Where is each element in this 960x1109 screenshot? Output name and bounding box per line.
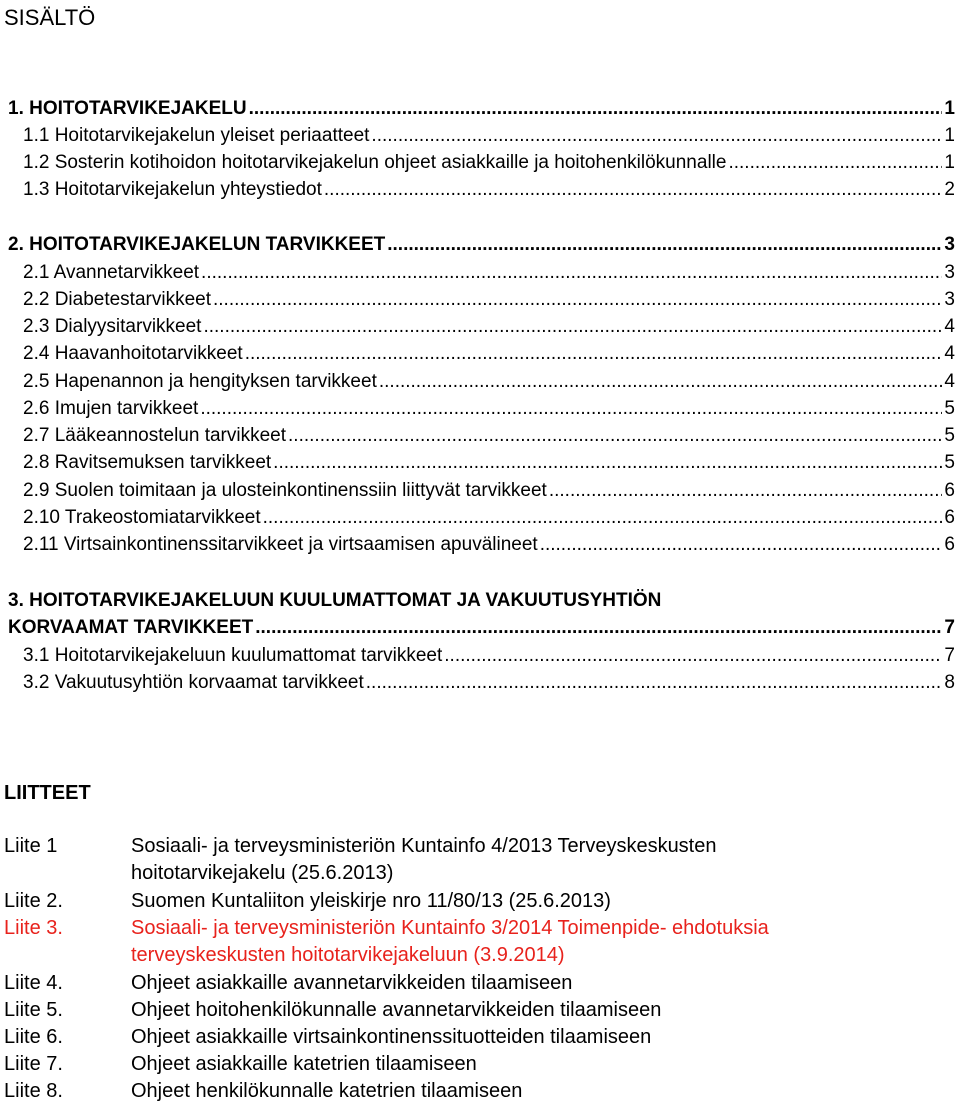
toc-entry-title: 2. HOITOTARVIKEJAKELUN TARVIKKEET [8,234,386,255]
toc-entry-page: 5 [944,425,955,446]
toc-entry-title: 2.11 Virtsainkontinenssitarvikkeet ja virtsaamisen apuvälineet [23,534,538,555]
toc-entry-title: 2.3 Dialyysitarvikkeet [23,316,202,337]
toc-entry-title: KORVAAMAT TARVIKKEET [8,617,254,638]
toc-entry[interactable] [8,395,955,422]
toc-leader [201,259,942,286]
toc-entry-page: 3 [944,234,955,255]
toc-entry[interactable] [8,313,955,340]
appendix-line: Ohjeet hoitohenkilökunnalle avannetarvikkeiden tilaamiseen [131,999,662,1021]
toc-entry-title: 3.1 Hoitotarvikejakeluun kuulumattomat tarvikkeet [23,645,443,666]
toc-entry-page: 4 [944,343,955,364]
toc-entry[interactable] [8,95,955,122]
toc-leader [200,395,942,422]
toc-entry-title: 2.8 Ravitsemuksen tarvikkeet [23,452,272,473]
appendices-title: LIITTEET [4,782,91,804]
toc-entry[interactable] [8,531,955,558]
appendix-item[interactable] [4,1078,954,1105]
toc-leader [371,122,942,149]
appendix-label: Liite 6. [4,1026,63,1048]
toc-entry-page: 4 [944,316,955,337]
appendix-label: Liite 4. [4,972,63,994]
toc-entry-page: 8 [944,672,955,693]
appendix-item[interactable] [4,833,954,887]
toc-entry-page: 1 [944,98,955,119]
toc-entry[interactable] [8,286,955,313]
toc-leader [249,95,943,122]
appendix-line: Sosiaali- ja terveysministeriön Kuntainfo 4/2013 Terveyskeskusten [131,835,717,857]
toc-entry[interactable] [8,176,955,203]
toc-entry-page: 5 [944,452,955,473]
toc-entry[interactable] [8,259,955,286]
toc-leader [387,231,942,258]
toc-leader [444,642,942,669]
toc-entry[interactable] [8,587,955,614]
toc-entry-title: 2.6 Imujen tarvikkeet [23,398,199,419]
toc-entry-page: 2 [944,179,955,200]
toc-entry[interactable] [8,449,955,476]
toc-entry[interactable] [8,149,955,176]
appendix-description [131,997,954,1024]
appendix-description [131,1078,954,1105]
appendix-label: Liite 5. [4,999,63,1021]
appendix-item[interactable] [4,970,954,997]
toc-entry-title: 2.4 Haavanhoitotarvikkeet [23,343,243,364]
toc-entry[interactable] [8,340,955,367]
appendix-label: Liite 3. [4,917,63,939]
appendix-line: Ohjeet asiakkaille avannetarvikkeiden tilaamiseen [131,972,573,994]
toc-entry-title: 3. HOITOTARVIKEJAKELUUN KUULUMATTOMAT JA VAKUUTUSYHTIÖN [8,590,662,611]
toc-entry-title: 1.1 Hoitotarvikejakelun yleiset periaatteet [23,125,370,146]
toc-entry-page: 3 [944,289,955,310]
toc-entry-title: 2.10 Trakeostomiatarvikkeet [23,507,261,528]
toc-entry-page: 1 [944,125,955,146]
appendix-item[interactable] [4,888,954,915]
toc-entry-title: 3.2 Vakuutusyhtiön korvaamat tarvikkeet [23,672,364,693]
toc-entry[interactable] [8,669,955,696]
toc-leader [288,422,942,449]
toc-entry-title: 2.9 Suolen toimitaan ja ulosteinkontinenssiin liittyvät tarvikkeet [23,480,547,501]
appendix-description [131,970,954,997]
toc-entry-page: 7 [944,617,955,638]
toc-leader [245,340,943,367]
appendix-label: Liite 1 [4,835,58,857]
toc-entry-page: 4 [944,371,955,392]
toc-entry-page: 3 [944,262,955,283]
appendix-description [131,915,954,969]
appendix-item-highlighted[interactable] [4,915,954,969]
toc-entry[interactable] [8,368,955,395]
toc-entry-title: 2.5 Hapenannon ja hengityksen tarvikkeet [23,371,377,392]
appendix-line: Ohjeet asiakkaille katetrien tilaamiseen [131,1053,477,1075]
appendix-description [131,833,954,887]
toc-entry-title: 1.2 Sosterin kotihoidon hoitotarvikejakelun ohjeet asiakkaille ja hoitohenkilökunnalle [23,152,727,173]
appendix-label: Liite 7. [4,1053,63,1075]
toc-leader [366,669,943,696]
toc-entry[interactable] [8,422,955,449]
toc-entry[interactable] [8,231,955,258]
toc-entry-title: 2.2 Diabetestarvikkeet [23,289,211,310]
appendix-description [131,888,954,915]
toc-leader [324,176,943,203]
appendix-item[interactable] [4,1051,954,1078]
appendix-description [131,1024,954,1051]
toc-leader [540,531,943,558]
toc-entry-page: 1 [944,152,955,173]
appendix-line: hoitotarvikejakelu (25.6.2013) [131,862,394,884]
toc-leader [213,286,942,313]
toc-entry-page: 6 [944,534,955,555]
toc-leader [203,313,942,340]
toc-entry[interactable] [8,642,955,669]
appendix-label: Liite 2. [4,890,63,912]
appendix-line: terveyskeskusten hoitotarvikejakeluun (3.9.2014) [131,944,565,966]
toc-entry-title: 2.1 Avannetarvikkeet [23,262,200,283]
toc-entry[interactable] [8,504,955,531]
page-title: SISÄLTÖ [4,5,96,30]
toc-leader [379,368,943,395]
toc-entry-page: 5 [944,398,955,419]
appendix-item[interactable] [4,997,954,1024]
toc-leader [263,504,943,531]
toc-entry-page: 6 [944,480,955,501]
appendix-label: Liite 8. [4,1080,63,1102]
toc-leader [273,449,942,476]
toc-leader [549,477,943,504]
toc-entry-continuation[interactable] [8,614,955,641]
toc-entry-title: 2.7 Lääkeannostelun tarvikkeet [23,425,287,446]
toc-entry-title: 1. HOITOTARVIKEJAKELU [8,98,247,119]
appendix-line: Suomen Kuntaliiton yleiskirje nro 11/80/13 (25.6.2013) [131,890,611,912]
appendix-line: Sosiaali- ja terveysministeriön Kuntainfo 3/2014 Toimenpide- ehdotuksia [131,917,769,939]
toc-entry[interactable] [8,477,955,504]
appendix-line: Ohjeet henkilökunnalle katetrien tilaamiseen [131,1080,523,1102]
toc-entry-title: 1.3 Hoitotarvikejakelun yhteystiedot [23,179,322,200]
toc-entry[interactable] [8,122,955,149]
appendix-description [131,1051,954,1078]
appendix-item[interactable] [4,1024,954,1051]
toc-leader [728,149,942,176]
appendix-line: Ohjeet asiakkaille virtsainkontinenssituotteiden tilaamiseen [131,1026,652,1048]
toc-entry-page: 6 [944,507,955,528]
toc-entry-page: 7 [944,645,955,666]
toc-leader [255,614,942,641]
